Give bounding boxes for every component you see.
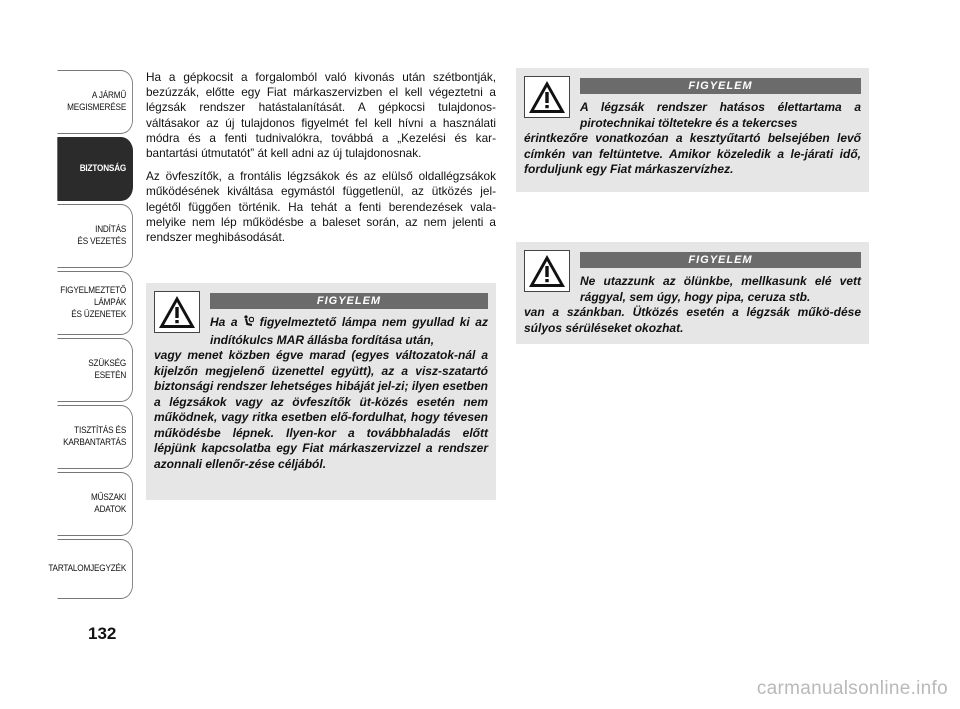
tab-muszaki-adatok[interactable] bbox=[57, 472, 133, 536]
warning-heading: FIGYELEM bbox=[580, 252, 861, 268]
tab-label: TISZTÍTÁS ÉS bbox=[74, 425, 127, 436]
body-text bbox=[146, 70, 496, 253]
tab-label: FIGYELMEZTETŐ bbox=[60, 285, 127, 296]
warning-lead-post: figyelmeztető lámpa nem gyullad ki az indítókulcs MAR állásba fordítása után, bbox=[210, 315, 488, 347]
warning-text: érintkezőre vonatkozóan a kesztyűtartó belsejében levő címkén van feltüntetve. Amikor közeledik a le-járati idő, forduljunk egy Fiat márkaszervízhez. bbox=[524, 131, 861, 176]
warning-text: van a szánkban. Ütközés esetén a légzsák műkö-dése súlyos sérüléseket okozhat. bbox=[524, 305, 861, 335]
tab-label: TARTALOMJEGYZÉK bbox=[48, 563, 127, 574]
watermark: carmanualsonline.info bbox=[756, 678, 948, 699]
warning-triangle-icon bbox=[524, 76, 570, 118]
warning-triangle-icon bbox=[154, 291, 200, 333]
warning-lead: A légzsák rendszer hatásos élettartama a pirotechnikai töltetekre és a tekercses bbox=[580, 100, 861, 130]
tab-label: ÉS ÜZENETEK bbox=[71, 309, 127, 320]
paragraph: Ha a gépkocsit a forgalomból való kivonás után szétbontják, bezúzzák, előtte egy Fiat márkaszervizben el kell végeztetni a légzsák rendszer hatástalanítását. A gépkocsi tulajdonos-váltásakor az új tulajdonos figyelmét fel kell hívni a használati módra és a fenti tudnivalókra, továbbá a „Kezelési és kar-bantartási útmutatót” át kell adni az új tulajdonosnak. bbox=[146, 70, 496, 161]
airbag-warning-lamp-icon bbox=[243, 315, 254, 333]
tab-label: A JÁRMŰ bbox=[91, 90, 127, 101]
tab-label: ESETÉN bbox=[94, 370, 127, 381]
tab-label: INDÍTÁS bbox=[95, 224, 127, 235]
tab-szukseg-eseten[interactable] bbox=[57, 338, 133, 402]
warning-lead-pre: Ha a bbox=[210, 315, 238, 329]
tab-label: MŰSZAKI bbox=[91, 492, 127, 503]
chapter-tabs bbox=[45, 70, 133, 602]
tab-tisztitas-es-karbantartas[interactable] bbox=[57, 405, 133, 469]
warning-box-airbag-lamp bbox=[146, 283, 496, 500]
warning-box-airbag-lifetime bbox=[516, 68, 869, 192]
tab-label: ADATOK bbox=[94, 504, 127, 515]
warning-lead: Ne utazzunk az ölünkbe, mellkasunk elé vett rággyal, sem úgy, hogy pipa, ceruza stb. bbox=[580, 274, 861, 304]
page-number: 132 bbox=[88, 624, 117, 643]
warning-heading: FIGYELEM bbox=[210, 293, 488, 309]
warning-triangle-icon bbox=[524, 250, 570, 292]
tab-biztonsag[interactable] bbox=[57, 137, 133, 201]
tab-label: BIZTONSÁG bbox=[79, 163, 127, 174]
warning-text: vagy menet közben égve marad (egyes változatok-nál a kijelzőn megjelenő üzenettel együtt), az a visz-szatartó biztonsági rendszer lehetséges hibáját jel-zi; ilyen esetben a légzsákok vagy az övfeszítők üt-közés esetén nem működnek, vagy ritka esetben elő-fordulhat, hogy tévesen működésbe lépnek. Ilyen-kor a továbbhaladás előtt lépjünk kapcsolatba egy Fiat márkaszervizzel a rendszer azonnali ellenőr-zése céljából. bbox=[154, 348, 488, 471]
tab-inditas-es-vezetes[interactable] bbox=[57, 204, 133, 268]
tab-label: KARBANTARTÁS bbox=[63, 437, 127, 448]
tab-tartalomjegyzek[interactable] bbox=[48, 539, 133, 599]
warning-box-child-on-lap bbox=[516, 242, 869, 344]
tab-label: SZÜKSÉG bbox=[88, 358, 127, 369]
tab-label: LÁMPÁK bbox=[94, 297, 127, 308]
tab-figyelmezteto-lampak[interactable] bbox=[57, 271, 133, 335]
tab-a-jarmu-megismerese[interactable] bbox=[57, 70, 133, 134]
tab-label: MEGISMERÉSE bbox=[67, 102, 127, 113]
warning-heading: FIGYELEM bbox=[580, 78, 861, 94]
tab-label: ÉS VEZETÉS bbox=[77, 236, 127, 247]
paragraph: Az övfeszítők, a frontális légzsákok és az elülső oldallégzsákok működésének kiváltása egymástól függetlenül, az ütközés jel-legétől függően történik. Ha tehát a fenti berendezések vala-melyike nem lép működésbe a baleset során, az nem jelenti a rendszer meghibásodását. bbox=[146, 169, 496, 245]
